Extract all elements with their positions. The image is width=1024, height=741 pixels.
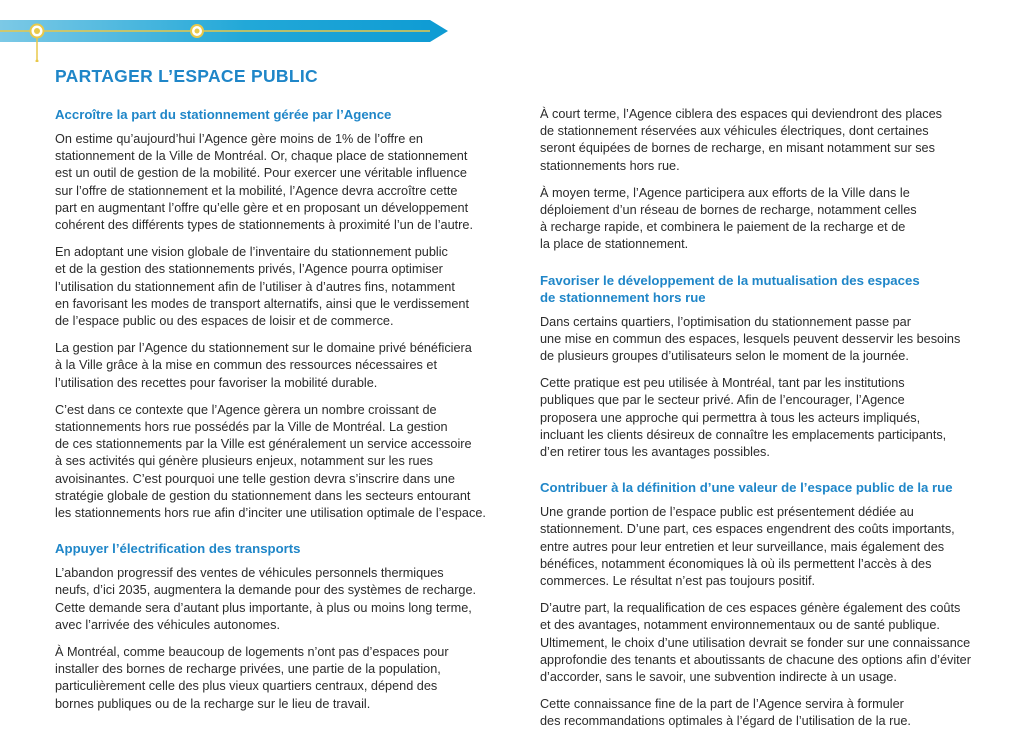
paragraph: À court terme, l’Agence ciblera des espaces qui deviendront des places de stationnement réservées aux véhicules électriques, dont certaines seront équipées de bornes de recharge, en misant notamment sur ses stationnements hors rue.: [540, 107, 942, 173]
right-column: [540, 106, 990, 741]
paragraph: Cette pratique est peu utilisée à Montréal, tant par les institutions publiques que par le secteur privé. Afin de l’encourager, l’Agence proposera une approche qui permettra à tous les acteurs impliqués, incluant les clients désireux de connaître les emplacements participants, d’en retirer tous les avantages possibles.: [540, 376, 947, 460]
section-heading: Favoriser le développement de la mutualisation des espaces de stationnement hors rue: [540, 272, 920, 305]
page-title: PARTAGER L’ESPACE PUBLIC: [55, 66, 318, 86]
paragraph: On estime qu’aujourd’hui l’Agence gère moins de 1% de l’offre en stationnement de la Ville de Montréal. Or, chaque place de stationnement est un outil de gestion de la mobilité. Pour exercer une véritable influence sur l’offre de stationnement et la mobilité, l’Agence devra accroître cette part en augmentant l’offre qu’elle gère et en proposant un développement cohérent des différents types de stationnements à proximité l’un de l’autre.: [55, 132, 473, 233]
section-heading: Contribuer à la définition d’une valeur de l’espace public de la rue: [540, 480, 953, 496]
paragraph: À moyen terme, l’Agence participera aux efforts de la Ville dans le déploiement d’un réseau de bornes de recharge, notamment celles à recharge rapide, et combinera le paiement de la recharge et de la place de stationnement.: [540, 185, 917, 252]
section-heading: Accroître la part du stationnement gérée par l’Agence: [55, 107, 392, 122]
paragraph: À Montréal, comme beaucoup de logements n’ont pas d’espaces pour installer des bornes de recharge privées, une partie de la population, particulièrement celle des plus vieux quartiers centraux, dépend des bornes publiques ou de la recharge sur le lieu de travail.: [55, 645, 449, 711]
paragraph: Cette connaissance fine de la part de l’Agence servira à formuler des recommandations optimales à l’égard de l’utilisation de la rue.: [540, 697, 911, 729]
paragraph: D’autre part, la requalification de ces espaces génère également des coûts et des avantages, notamment environnementaux ou de santé publique. Ultimement, le choix d’une utilisation devrait se fonder sur une connaissance approfondie des tenants et aboutissants de chacune des options afin d’éviter d’accorder, sans le savoir, une subvention indirecte à un usage.: [540, 601, 971, 685]
paragraph: La gestion par l’Agence du stationnement sur le domaine privé bénéficiera à la Ville grâce à la mise en commun des ressources nécessaires et l’utilisation des recettes pour favoriser la mobilité durable.: [55, 341, 472, 390]
paragraph: L’abandon progressif des ventes de véhicules personnels thermiques neufs, d’ici 2035, augmentera la demande pour des systèmes de recharge. Cette demande sera d’autant plus importante, à plus ou moins long terme, avec l’arrivée des véhicules autonomes.: [55, 566, 477, 632]
header-ribbon: [0, 0, 460, 62]
paragraph: C’est dans ce contexte que l’Agence gèrera un nombre croissant de stationnements hors rue possédés par la Ville de Montréal. La gestion de ces stationnements par la Ville est généralement un service accessoire à ses activités qui génère plusieurs enjeux, notamment sur les rues avoisinantes. C’est pourquoi une telle gestion devra s’inscrire dans une stratégie globale de gestion du stationnement dans les secteurs entourant les stationnements hors rue afin d’inciter une utilisation optimale de l’espace.: [55, 402, 486, 521]
section-heading: Appuyer l’électrification des transports: [55, 541, 301, 557]
paragraph: Dans certains quartiers, l’optimisation du stationnement passe par une mise en commun des espaces, lesquels peuvent desservir les besoins de plusieurs groupes d’utilisateurs selon le moment de la journée.: [540, 314, 961, 364]
paragraph: Une grande portion de l’espace public est présentement dédiée au stationnement. D’une part, ces espaces engendrent des coûts importants, entre autres pour leur entretien et leur surveillance, mais également des bénéfices, notamment économiques là où ils permettent l’accès à des commerces. Le résultat n’est pas toujours positif.: [540, 505, 955, 589]
paragraph: En adoptant une vision globale de l’inventaire du stationnement public et de la gestion des stationnements privés, l’Agence pourra optimiser l’utilisation du stationnement afin de l’utiliser à d’autres fins, notamment en favorisant les modes de transport alternatifs, ainsi que le verdissement de l’espace public ou des espaces de loisir et de commerce.: [55, 245, 469, 329]
left-column: [55, 106, 517, 723]
